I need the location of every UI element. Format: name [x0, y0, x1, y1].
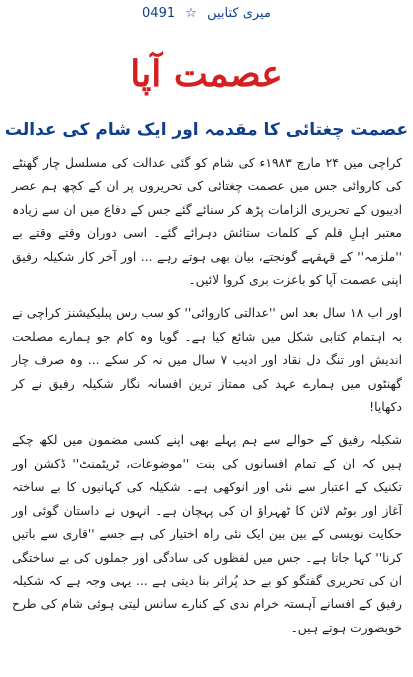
article-title: عصمت آپا — [130, 53, 283, 95]
star-icon: ☆ — [185, 6, 197, 21]
paragraph-3: شکیلہ رفیق کے حوالے سے ہم پہلے بھی اپنے کسی مضمون میں لکھ چکے ہیں کہ ان کے تمام افسانوں کی بنت ''موضوعات، ٹریٹمنٹ'' ڈکشن اور تکنیک کے اعتبار سے نئی اور انوکھی ہے۔ شکیلہ کی کہانیوں کا بے ساختہ آغاز اور بوٹم لائن کا ٹھہراؤ ان کی پہچان ہے۔ انہوں نے داستان گوئی اور حکایت نویسی کے بین بین ایک نئی راہ اختیار کی ہے جسے ''قاری سے باتیں کرنا'' کہا جاتا ہے۔ جس میں لفظوں کی سادگی اور جملوں کی بے ساختگی ان کی تحریری گفتگو کو بے حد پُراثر بنا دیتی ہے ... یہی وجہ ہے کہ شکیلہ رفیق کے افسانے آہستہ خرام ندی کے کنارے سانس لیتی ہوئی شام کی طرح خوبصورت ہوتے ہیں۔ — [12, 433, 402, 635]
article-subtitle: عصمت چغتائی کا مقدمہ اور ایک شام کی عدالت — [4, 120, 409, 140]
article-body — [12, 152, 402, 670]
paragraph-2: اور اب ۱۸ سال بعد اس ''عدالتی کاروائی'' کو سب رس پبلیکیشنز کراچی نے بہ اہتمام کتابی شکل میں شائع کیا ہے۔ گویا وہ کام جو ہمارے مصلحت اندیش اور تنگ دل نقاد اور ادیب ۷ سال میں نہ کر سکے ... وہ صرف چار گھنٹوں میں ہمارے عہد کی ممتاز ترین افسانہ نگار شکیلہ رفیق نے کر دکھایا! — [12, 306, 402, 415]
site-name: میری کتابیں — [207, 6, 271, 21]
page-number: 0491 — [142, 6, 176, 21]
paragraph-1: کراچی میں ۲۴ مارچ ۱۹۸۳ء کی شام کو گئی عدالت کی مسلسل چار گھنٹے کی کاروائی جس میں عصمت چغتائی کی تحریروں پر ان کے کچھ ہم عصر ادیبوں کے تحریری الزامات پڑھ کر سنائے گئے جس کے دفاع میں ان سے زیادہ معتبر اہلِ قلم کے کلمات ستائش دہرائے گئے۔ اسی دوران وقتے وقتے بے ''ملزمہ'' کے قہقہے گونجتے، بیان بھی ہوتے رہے ... اور آخر کار شکیلہ رفیق اپنی عصمت آپا کو باعزت بری کروا لائیں۔ — [12, 156, 402, 288]
page-header — [0, 6, 413, 21]
